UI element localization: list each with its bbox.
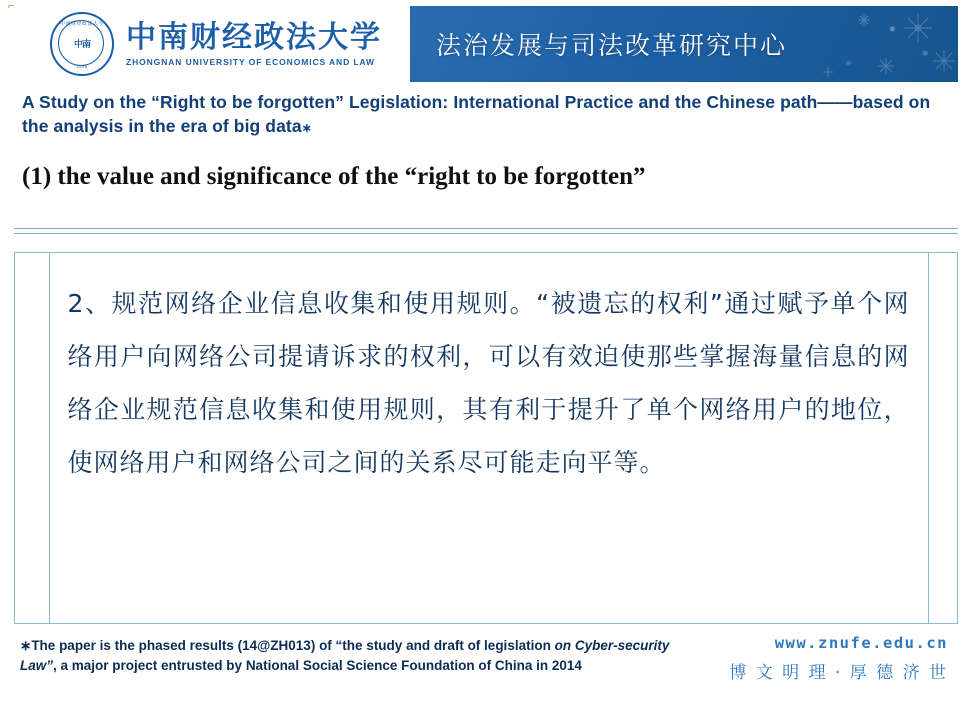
footer-brand xyxy=(674,630,958,683)
content-left-gutter xyxy=(15,253,50,623)
university-name-cn: 中南财经政法大学 xyxy=(126,20,382,55)
footnote-marker: ∗ xyxy=(20,638,32,653)
content-panel xyxy=(14,252,958,624)
footnote-text-part1: The paper is the phased results (14@ZH013) of “the study and draft of legislation xyxy=(31,638,555,653)
content-main-column xyxy=(50,253,929,623)
university-name-en: ZHONGNAN UNIVERSITY OF ECONOMICS AND LAW xyxy=(126,57,375,67)
university-emblem-icon xyxy=(50,12,114,76)
divider-line-top xyxy=(14,228,958,229)
paper-title xyxy=(14,86,958,140)
title-block xyxy=(14,86,958,192)
footnote-text-italic: on Cyber-security Law” xyxy=(20,638,670,673)
slide-header xyxy=(14,6,958,82)
paper-title-text: A Study on the “Right to be forgotten” Legislation: International Practice and the Chinese path——based on the analysis in the era of big data xyxy=(22,92,931,136)
paper-title-footnote-marker: ∗ xyxy=(301,121,312,135)
section-heading: (1) the value and significance of the “right to be forgotten” xyxy=(22,163,646,190)
divider-line-bottom xyxy=(14,233,958,234)
research-center-title: 法治发展与司法改革研究中心 xyxy=(436,31,788,60)
content-body-text: 2、规范网络企业信息收集和使用规则。“被遗忘的权利”通过赋予单个网络用户向网络公司提请诉求的权利，可以有效迫使那些掌握海量信息的网络企业规范信息收集和使用规则，其有利于提升了单个网络用户的地位，使网络用户和网络公司之间的关系尽可能走向平等。 xyxy=(67,289,910,477)
center-banner xyxy=(410,6,958,82)
footnote xyxy=(14,630,674,676)
left-accent-bar xyxy=(6,0,14,720)
university-motto: 博 文 明 理 · 厚 德 济 世 xyxy=(729,663,948,683)
emblem-center-text: 中南 xyxy=(73,39,91,49)
footnote-text-part2: , a major project entrusted by National Social Science Foundation of China in 2014 xyxy=(53,658,582,673)
university-name-block xyxy=(126,21,382,67)
website-url[interactable]: www.znufe.edu.cn xyxy=(774,634,948,652)
university-identity xyxy=(14,6,410,82)
slide-footer xyxy=(14,630,958,714)
emblem-arc-bottom-text: 1948 xyxy=(76,64,88,69)
corner-mark-icon: ⌐ xyxy=(8,0,15,12)
snowflake-pattern-icon xyxy=(768,6,958,82)
content-right-gutter xyxy=(929,253,957,623)
emblem-arc-top-text: 中南财经政法大学 xyxy=(59,21,104,27)
